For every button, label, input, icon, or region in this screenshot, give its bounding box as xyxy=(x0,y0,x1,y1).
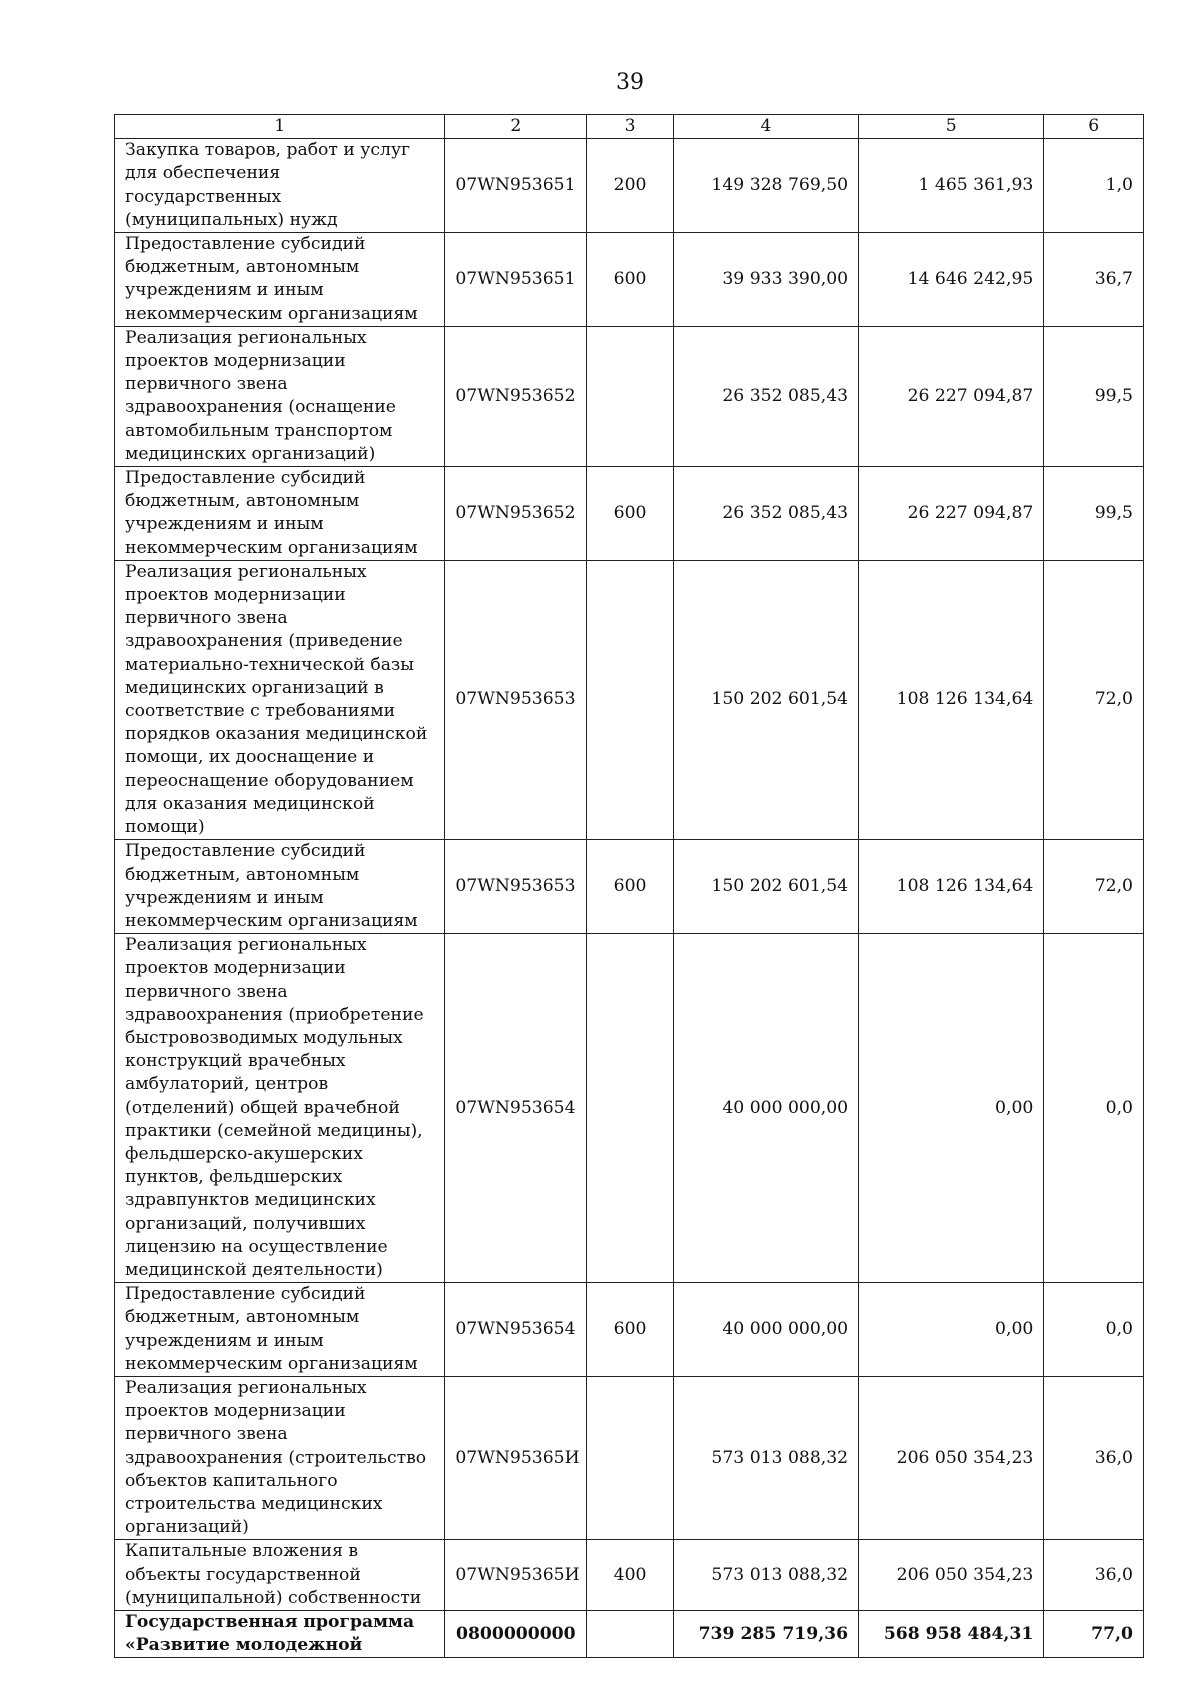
row-name-cell: Реализация региональных проектов модернизации первичного звена здравоохранения (приведение материально-технической базы медицинских организаций в соответствие с требованиями порядков оказания медицинской помощи, их дооснащение и переоснащение оборудованием для оказания медицинской помощи) xyxy=(115,560,445,839)
row-name-cell: Капитальные вложения в объекты государственной (муниципальной) собственности xyxy=(115,1540,445,1611)
row-code-cell: 07WN953651 xyxy=(445,233,587,327)
row-type-cell: 600 xyxy=(587,467,674,561)
row-code-cell: 07WN953652 xyxy=(445,326,587,466)
row-code-cell: 07WN953653 xyxy=(445,560,587,839)
row-fact-cell: 108 126 134,64 xyxy=(859,840,1044,934)
table-row xyxy=(115,326,1144,466)
row-plan-cell: 26 352 085,43 xyxy=(673,467,858,561)
row-type-cell: 600 xyxy=(587,840,674,934)
table-row xyxy=(115,233,1144,327)
row-fact-cell: 1 465 361,93 xyxy=(859,139,1044,233)
row-name-cell: Предоставление субсидий бюджетным, автономным учреждениям и иным некоммерческим организациям xyxy=(115,467,445,561)
table-row xyxy=(115,1540,1144,1611)
table-row xyxy=(115,1283,1144,1377)
row-plan-cell: 40 000 000,00 xyxy=(673,934,858,1283)
row-name-cell: Реализация региональных проектов модернизации первичного звена здравоохранения (приобретение быстровозводимых модульных конструкций врачебных амбулаторий, центров (отделений) общей врачебной практики (семейной медицины), фельдшерско-акушерских пунктов, фельдшерских здравпунктов медицинских организаций, получивших лицензию на осуществление медицинской деятельности) xyxy=(115,934,445,1283)
row-percent-cell: 99,5 xyxy=(1044,467,1144,561)
row-type-cell xyxy=(587,560,674,839)
table-row xyxy=(115,934,1144,1283)
row-fact-cell: 26 227 094,87 xyxy=(859,326,1044,466)
row-percent-cell: 36,0 xyxy=(1044,1376,1144,1539)
table-row xyxy=(115,1376,1144,1539)
row-type-cell xyxy=(587,1376,674,1539)
row-plan-cell: 150 202 601,54 xyxy=(673,840,858,934)
row-code-cell: 07WN953654 xyxy=(445,1283,587,1377)
table-row xyxy=(115,560,1144,839)
column-header: 1 xyxy=(115,115,445,139)
row-plan-cell: 149 328 769,50 xyxy=(673,139,858,233)
column-header: 6 xyxy=(1044,115,1144,139)
row-name-cell: Государственная программа «Развитие молодежной xyxy=(115,1611,445,1658)
row-percent-cell: 72,0 xyxy=(1044,560,1144,839)
row-percent-cell: 0,0 xyxy=(1044,1283,1144,1377)
row-fact-cell: 14 646 242,95 xyxy=(859,233,1044,327)
row-code-cell: 07WN95365И xyxy=(445,1540,587,1611)
row-fact-cell: 206 050 354,23 xyxy=(859,1376,1044,1539)
row-type-cell: 600 xyxy=(587,1283,674,1377)
row-percent-cell: 77,0 xyxy=(1044,1611,1144,1658)
row-fact-cell: 206 050 354,23 xyxy=(859,1540,1044,1611)
row-plan-cell: 150 202 601,54 xyxy=(673,560,858,839)
page-number: 39 xyxy=(616,70,644,95)
row-type-cell xyxy=(587,934,674,1283)
row-fact-cell: 108 126 134,64 xyxy=(859,560,1044,839)
row-type-cell: 600 xyxy=(587,233,674,327)
header-row xyxy=(115,115,1144,139)
row-name-cell: Реализация региональных проектов модернизации первичного звена здравоохранения (оснащение автомобильным транспортом медицинских организаций) xyxy=(115,326,445,466)
row-plan-cell: 573 013 088,32 xyxy=(673,1540,858,1611)
row-name-cell: Предоставление субсидий бюджетным, автономным учреждениям и иным некоммерческим организациям xyxy=(115,1283,445,1377)
budget-table xyxy=(114,114,1144,1658)
row-type-cell: 400 xyxy=(587,1540,674,1611)
row-code-cell: 07WN953653 xyxy=(445,840,587,934)
row-name-cell: Предоставление субсидий бюджетным, автономным учреждениям и иным некоммерческим организациям xyxy=(115,840,445,934)
row-plan-cell: 39 933 390,00 xyxy=(673,233,858,327)
column-header: 2 xyxy=(445,115,587,139)
row-code-cell: 07WN953652 xyxy=(445,467,587,561)
row-name-cell: Реализация региональных проектов модернизации первичного звена здравоохранения (строительство объектов капитального строительства медицинских организаций) xyxy=(115,1376,445,1539)
column-header: 3 xyxy=(587,115,674,139)
table-row xyxy=(115,139,1144,233)
row-plan-cell: 573 013 088,32 xyxy=(673,1376,858,1539)
row-code-cell: 07WN953651 xyxy=(445,139,587,233)
table-row xyxy=(115,467,1144,561)
row-name-cell: Предоставление субсидий бюджетным, автономным учреждениям и иным некоммерческим организациям xyxy=(115,233,445,327)
row-code-cell: 07WN95365И xyxy=(445,1376,587,1539)
row-fact-cell: 0,00 xyxy=(859,934,1044,1283)
row-percent-cell: 99,5 xyxy=(1044,326,1144,466)
row-plan-cell: 26 352 085,43 xyxy=(673,326,858,466)
row-fact-cell: 26 227 094,87 xyxy=(859,467,1044,561)
row-type-cell xyxy=(587,326,674,466)
row-fact-cell: 0,00 xyxy=(859,1283,1044,1377)
row-fact-cell: 568 958 484,31 xyxy=(859,1611,1044,1658)
row-type-cell: 200 xyxy=(587,139,674,233)
row-percent-cell: 72,0 xyxy=(1044,840,1144,934)
row-code-cell: 07WN953654 xyxy=(445,934,587,1283)
row-percent-cell: 0,0 xyxy=(1044,934,1144,1283)
column-header: 4 xyxy=(673,115,858,139)
row-percent-cell: 36,0 xyxy=(1044,1540,1144,1611)
row-code-cell: 0800000000 xyxy=(445,1611,587,1658)
column-header: 5 xyxy=(859,115,1044,139)
table-row xyxy=(115,840,1144,934)
row-type-cell xyxy=(587,1611,674,1658)
table-row xyxy=(115,1611,1144,1658)
row-plan-cell: 40 000 000,00 xyxy=(673,1283,858,1377)
row-percent-cell: 1,0 xyxy=(1044,139,1144,233)
row-plan-cell: 739 285 719,36 xyxy=(673,1611,858,1658)
row-name-cell: Закупка товаров, работ и услуг для обеспечения государственных (муниципальных) нужд xyxy=(115,139,445,233)
row-percent-cell: 36,7 xyxy=(1044,233,1144,327)
